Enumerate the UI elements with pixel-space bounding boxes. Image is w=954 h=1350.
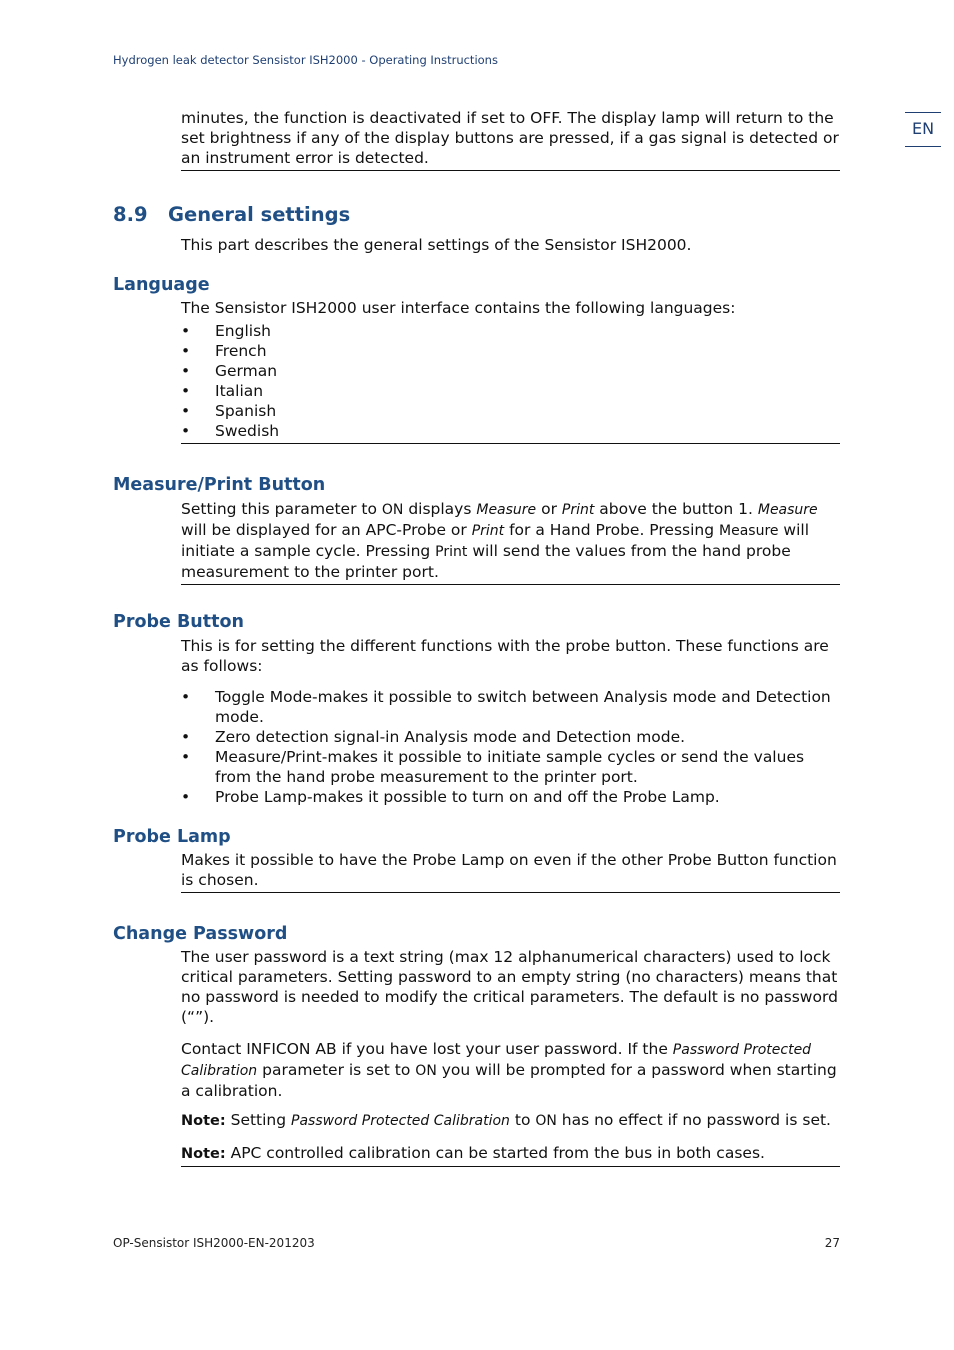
measure-label: Measure: [757, 502, 818, 518]
text: has no effect if no password is set.: [556, 1111, 831, 1129]
text: displays: [403, 500, 477, 518]
measure-label: Measure: [476, 502, 537, 518]
on-value: ON: [535, 1113, 557, 1129]
probe-button-intro: This is for setting the different functions with the probe button. These functions are as follows:: [181, 637, 829, 675]
print-button-name: Print: [435, 544, 468, 560]
note-label: Note:: [181, 1113, 226, 1129]
language-intro: The Sensistor ISH2000 user interface contains the following languages:: [181, 299, 736, 317]
text: will be displayed for an APC-Probe or: [181, 521, 472, 539]
note-1: [181, 1110, 840, 1131]
probe-button-list: [181, 687, 840, 807]
list-item: • Measure/Print-makes it possible to initiate sample cycles or send the values from the hand probe measurement to the printer port.: [181, 747, 840, 787]
on-value: ON: [381, 502, 404, 518]
text: will send the values from the hand probe measurement to the printer port.: [181, 542, 791, 581]
language-block: [181, 298, 840, 444]
text: for a Hand Probe. Pressing: [504, 521, 719, 539]
note-label: Note:: [181, 1146, 226, 1162]
note-2: [181, 1143, 840, 1167]
list-item: • French: [181, 341, 840, 361]
text: APC controlled calibration can be started from the bus in both cases.: [225, 1144, 765, 1162]
on-value: ON: [415, 1063, 437, 1079]
probe-lamp-heading: Probe Lamp: [113, 827, 231, 847]
parameter-name: Password Protected Calibration: [291, 1113, 510, 1129]
section-heading: [113, 203, 350, 226]
change-password-heading: Change Password: [113, 924, 288, 944]
text: you will be prompted for a password when starting a calibration.: [181, 1061, 837, 1100]
section-description: This part describes the general settings of the Sensistor ISH2000.: [181, 236, 692, 254]
language-tab-label: EN: [911, 119, 935, 138]
intro-paragraph: minutes, the function is deactivated if set to OFF. The display lamp will return to the set brightness if any of the display buttons are pressed, if a gas signal is detected or an instrument error is detected.: [181, 108, 840, 171]
list-item: • Swedish: [181, 421, 840, 441]
list-item: • Spanish: [181, 401, 840, 421]
running-header: Hydrogen leak detector Sensistor ISH2000 - Operating Instructions: [113, 53, 498, 67]
parameter-name: Password Protected Calibration: [181, 1042, 812, 1079]
text: Setting this parameter to: [181, 500, 382, 518]
text: to: [509, 1111, 536, 1129]
text: above the button 1.: [594, 500, 758, 518]
list-item: • Toggle Mode-makes it possible to switch between Analysis mode and Detection mode.: [181, 687, 840, 727]
probe-lamp-paragraph: Makes it possible to have the Probe Lamp on even if the other Probe Button function is chosen.: [181, 850, 840, 893]
password-contact-paragraph: [181, 1039, 840, 1101]
footer-doc-id: OP-Sensistor ISH2000-EN-201203: [113, 1236, 315, 1250]
text: or: [536, 500, 562, 518]
print-label: Print: [471, 523, 505, 539]
list-item: • German: [181, 361, 840, 381]
text: Setting: [225, 1111, 292, 1129]
list-item: • English: [181, 321, 840, 341]
measure-button-name: Measure: [719, 523, 779, 539]
measure-print-heading: Measure/Print Button: [113, 475, 326, 495]
section-number: 8.9: [113, 203, 148, 226]
text: parameter is set to: [257, 1061, 416, 1079]
list-item: • Zero detection signal-in Analysis mode and Detection mode.: [181, 727, 840, 747]
password-paragraph: The user password is a text string (max 12 alphanumerical characters) used to lock critical parameters. Setting password to an empty string (no characters) means that no password is needed to modify the critical parameters. The default is no password (“”).: [181, 948, 838, 1026]
page-number: 27: [824, 1236, 840, 1250]
list-item: • Italian: [181, 381, 840, 401]
measure-print-paragraph: [181, 499, 840, 585]
language-tab: [905, 112, 941, 147]
text: will initiate a sample cycle. Pressing: [181, 521, 810, 560]
section-title: General settings: [168, 203, 351, 226]
language-heading: Language: [113, 275, 210, 295]
language-list: [181, 321, 840, 441]
print-label: Print: [561, 502, 595, 518]
list-item: • Probe Lamp-makes it possible to turn on and off the Probe Lamp.: [181, 787, 840, 807]
text: Contact INFICON AB if you have lost your user password. If the: [181, 1040, 673, 1058]
probe-button-heading: Probe Button: [113, 612, 244, 632]
